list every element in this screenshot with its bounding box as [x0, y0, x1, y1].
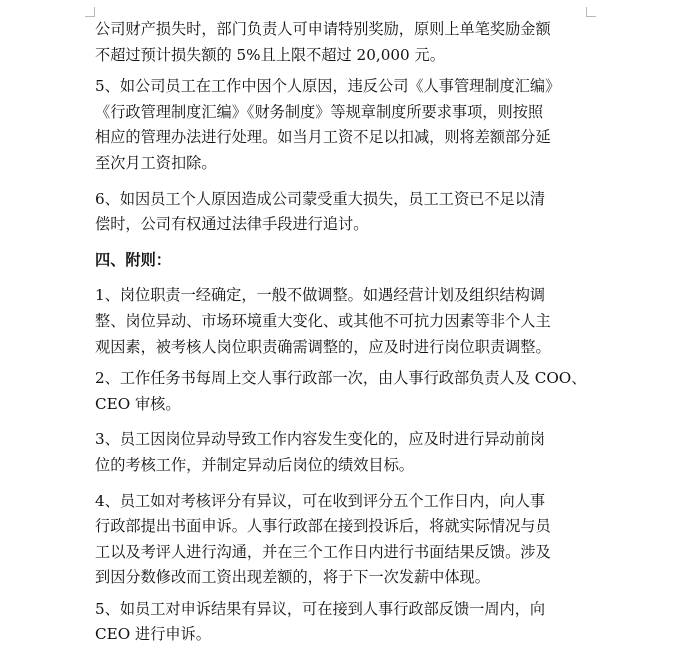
paragraph-reward-limit: 公司财产损失时，部门负责人可申请特别奖励，原则上单笔奖励金额 不超过预计损失额的 5%且上限不超过 20,000 元。 [95, 20, 551, 64]
paragraph-item-5-violation: 5、如公司员工在工作中因个人原因，违反公司《人事管理制度汇编》 《行政管理制度汇编》《财务制度》等规章制度所要求事项，则按照 相应的管理办法进行处理。如当月工资不足以扣减，则将差额部分延 至次月工资扣除。 [95, 77, 561, 172]
section-heading-appendix: 四、附则： [95, 250, 171, 269]
paragraph-appendix-1: 1、岗位职责一经确定，一般不做调整。如遇经营计划及组织结构调 整、岗位异动、市场环境重大变化、或其他不可抗力因素等非个人主 观因素，被考核人岗位职责确需调整的，应及时进行岗位职责调整。 [95, 286, 551, 356]
paragraph-appendix-5: 5、如员工对申诉结果有异议，可在接到人事行政部反馈一周内，向 CEO 进行申诉。 [95, 599, 546, 644]
paragraph-item-6-loss: 6、如因员工个人原因造成公司蒙受重大损失，员工工资已不足以清 偿时，公司有权通过法律手段进行追讨。 [95, 189, 546, 234]
margin-corner-top-right [586, 7, 596, 17]
paragraph-appendix-4: 4、员工如对考核评分有异议，可在收到评分五个工作日内，向人事 行政部提出书面申诉。人事行政部在接到投诉后，将就实际情况与员 工以及考评人进行沟通，并在三个工作日内进行书面结果反馈。涉及 到因分数修改而工资出现差额的，将于下一次发薪中体现。 [95, 491, 551, 587]
paragraph-appendix-3: 3、员工因岗位异动导致工作内容发生变化的，应及时进行异动前岗 位的考核工作，并制定异动后岗位的绩效目标。 [95, 430, 546, 474]
margin-corner-top-left [85, 7, 95, 17]
paragraph-appendix-2: 2、工作任务书每周上交人事行政部一次，由人事行政部负责人及 COO、 CEO 审核。 [95, 369, 587, 413]
document-body [95, 17, 595, 648]
